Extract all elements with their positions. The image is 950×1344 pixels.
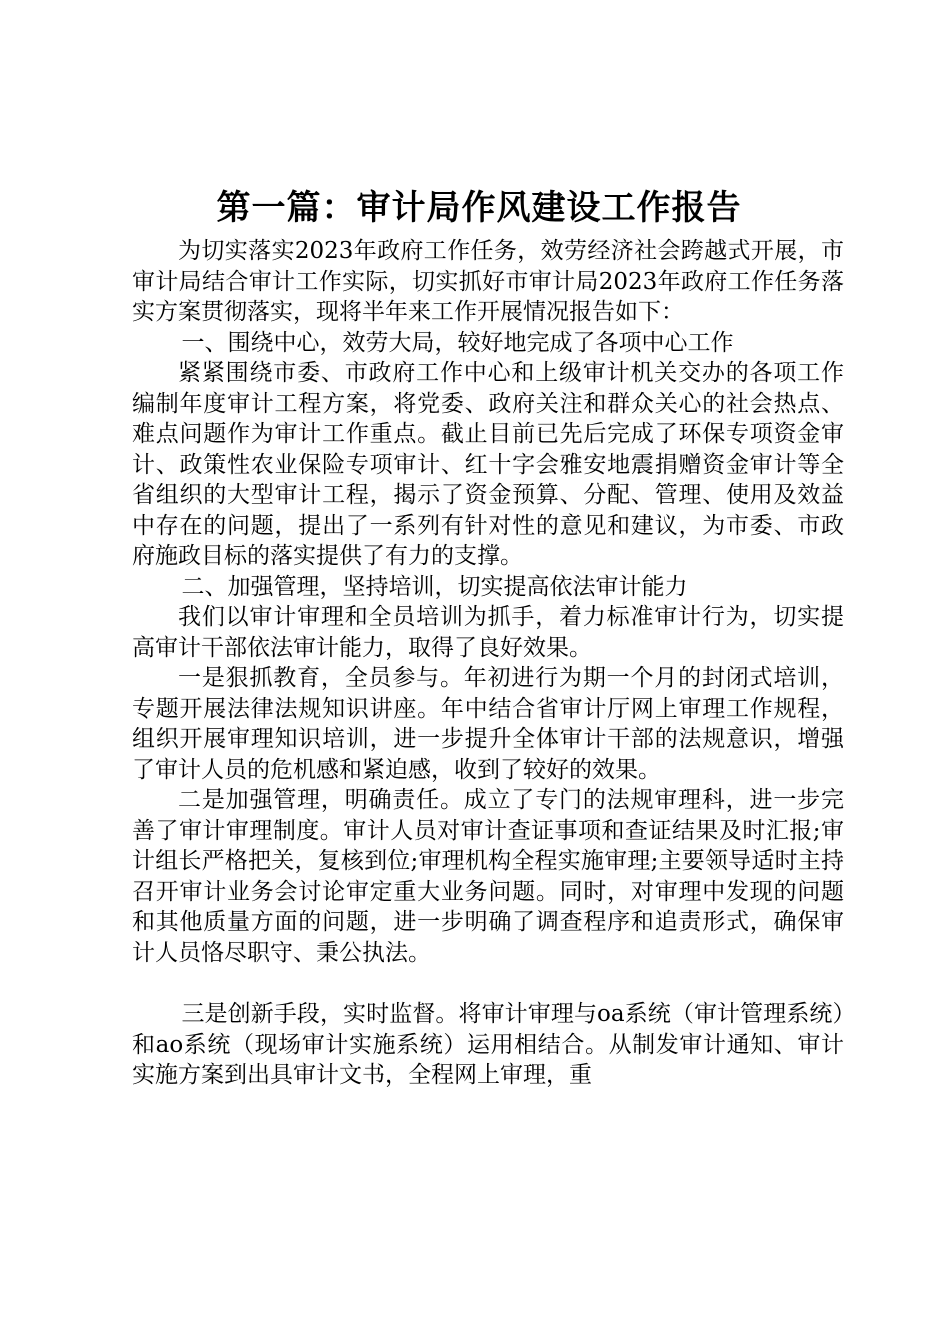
paragraph-point-3: 三是创新手段，实时监督。将审计审理与oa系统（审计管理系统）和ao系统（现场审计实施系统）运用相结合。从制发审计通知、审计实施方案到出具审计文书，全程网上审理，重 [132, 1001, 844, 1088]
document-body [132, 236, 844, 1091]
section-heading-2: 二、加强管理，坚持培训，切实提高依法审计能力 [181, 573, 688, 600]
document-title: 第一篇：审计局作风建设工作报告 [216, 188, 742, 228]
section-heading-1: 一、围绕中心，效劳大局，较好地完成了各项中心工作 [181, 329, 734, 356]
paragraph-point-2: 二是加强管理，明确责任。成立了专门的法规审理科，进一步完善了审计审理制度。审计人员对审计查证事项和查证结果及时汇报;审计组长严格把关，复核到位;审理机构全程实施审理;主要领导适时主持召开审计业务会讨论审定重大业务问题。同时，对审理中发现的问题和其他质量方面的问题，进一步明确了调查程序和追责形式，确保审计人员恪尽职守、秉公执法。 [132, 787, 844, 966]
paragraph-point-1: 一是狠抓教育，全员参与。年初进行为期一个月的封闭式培训，专题开展法律法规知识讲座。年中结合省审计厅网上审理工作规程，组织开展审理知识培训，进一步提升全体审计干部的法规意识，增强了审计人员的危机感和紧迫感，收到了较好的效果。 [132, 665, 844, 783]
paragraph-intro: 为切实落实2023年政府工作任务，效劳经济社会跨越式开展，市审计局结合审计工作实际，切实抓好市审计局2023年政府工作任务落实方案贯彻落实，现将半年来工作开展情况报告如下： [132, 238, 844, 325]
paragraph-section-2-intro: 我们以审计审理和全员培训为抓手，着力标准审计行为，切实提高审计干部依法审计能力，取得了良好效果。 [132, 604, 844, 661]
paragraph-section-1: 紧紧围绕市委、市政府工作中心和上级审计机关交办的各项工作编制年度审计工程方案，将党委、政府关注和群众关心的社会热点、难点问题作为审计工作重点。截止目前已先后完成了环保专项资金审计、政策性农业保险专项审计、红十字会雅安地震捐赠资金审计等全省组织的大型审计工程，揭示了资金预算、分配、管理、使用及效益中存在的问题，提出了一系列有针对性的意见和建议，为市委、市政府施政目标的落实提供了有力的支撑。 [132, 360, 844, 569]
